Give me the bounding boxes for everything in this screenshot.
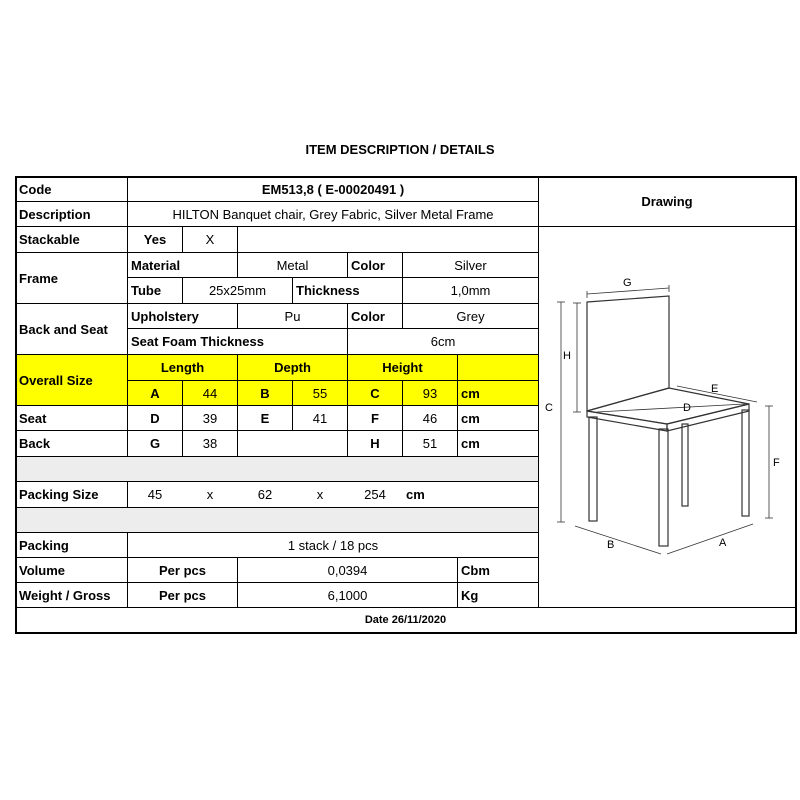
volume-label: Volume	[19, 562, 65, 578]
stackable-label: Stackable	[19, 232, 80, 247]
stackable-mark: X	[205, 232, 215, 247]
seat-unit: cm	[461, 410, 480, 426]
frame-color-value: Silver	[454, 257, 487, 273]
packing-size-v3: 254	[364, 487, 386, 502]
dim-c-value: 93	[422, 385, 438, 401]
overall-unit: cm	[461, 385, 480, 401]
packing-size-unit: cm	[406, 487, 425, 502]
back-label: Back	[19, 436, 51, 451]
dim-g-value: 38	[202, 436, 218, 451]
dim-label-h: H	[563, 350, 571, 362]
height-header: Height	[382, 360, 423, 375]
dim-e-letter: E	[260, 410, 270, 426]
drawing-label: Drawing	[641, 194, 693, 209]
weight-label: Weight / Gross	[19, 587, 111, 603]
tube-label: Tube	[131, 283, 162, 298]
backrest	[587, 296, 669, 411]
weight-per: Per pcs	[159, 587, 206, 603]
dim-label-a: A	[719, 537, 727, 549]
dim-label-f: F	[773, 457, 780, 469]
upholstery-value: Pu	[284, 308, 301, 324]
foam-label: Seat Foam Thickness	[131, 334, 264, 349]
weight-value: 6,1000	[327, 587, 368, 603]
foam-value: 6cm	[430, 334, 456, 349]
depth-header: Depth	[274, 360, 311, 375]
dim-label-e: E	[711, 383, 719, 395]
thickness-label: Thickness	[296, 283, 360, 298]
dim-f-value: 46	[422, 410, 438, 426]
code-label: Code	[19, 181, 52, 197]
dim-h-value: 51	[422, 436, 438, 451]
dim-a-letter: A	[150, 385, 160, 401]
upholstery-label: Upholstery	[131, 308, 199, 324]
description-value: HILTON Banquet chair, Grey Fabric, Silver Metal Frame	[172, 206, 494, 222]
dim-d-letter: D	[150, 410, 160, 426]
seat-front-edge	[587, 411, 667, 431]
thickness-value: 1,0mm	[450, 283, 491, 298]
packing-size-label: Packing Size	[19, 487, 99, 502]
upholstery-color-value: Grey	[456, 308, 485, 324]
dim-label-g: G	[623, 277, 632, 289]
dim-a-value: 44	[202, 385, 218, 401]
dim-b-letter: B	[260, 385, 270, 401]
leg-back-left	[682, 424, 688, 506]
upholstery-color-label: Color	[351, 308, 385, 324]
volume-per: Per pcs	[159, 562, 206, 578]
weight-unit: Kg	[461, 587, 479, 603]
tube-value: 25x25mm	[208, 283, 267, 298]
packing-size-x2: x	[316, 487, 324, 502]
material-value: Metal	[276, 257, 309, 273]
dim-label-b: B	[607, 539, 615, 551]
packing-label: Packing	[19, 537, 69, 553]
spacer-band-2	[16, 507, 538, 532]
dim-d-value: 39	[202, 410, 218, 426]
frame-label: Frame	[19, 270, 59, 286]
back-and-seat-label: Back and Seat	[19, 321, 108, 337]
overall-size-label: Overall Size	[19, 372, 93, 388]
stackable-yes: Yes	[143, 232, 167, 247]
packing-size-x1: x	[206, 487, 214, 502]
packing-size-v2: 62	[257, 487, 273, 502]
dim-h-letter: H	[370, 436, 380, 451]
frame-color-label: Color	[351, 257, 385, 273]
dim-f-letter: F	[371, 410, 379, 426]
dim-g-letter: G	[149, 436, 161, 451]
seat-top	[587, 388, 749, 424]
leg-front-left	[589, 417, 597, 521]
seat-label: Seat	[19, 410, 47, 426]
packing-size-v1: 45	[147, 487, 163, 502]
dim-label-c: C	[545, 402, 553, 414]
description-label: Description	[19, 206, 91, 222]
chair-drawing	[539, 226, 797, 607]
back-unit: cm	[461, 436, 480, 451]
volume-value: 0,0394	[327, 562, 368, 578]
spacer-band-1	[16, 456, 538, 481]
dim-b-value: 55	[312, 385, 328, 401]
material-label: Material	[131, 257, 181, 273]
volume-unit: Cbm	[461, 562, 490, 578]
code-value: EM513,8 ( E-00020491 )	[261, 181, 405, 197]
dim-label-d: D	[683, 402, 691, 414]
dim-c-letter: C	[370, 385, 380, 401]
length-header: Length	[160, 360, 205, 375]
leg-front-right	[659, 429, 668, 546]
dim-e-value: 41	[312, 410, 328, 426]
packing-value: 1 stack / 18 pcs	[287, 537, 379, 553]
leg-back-right	[742, 410, 749, 516]
date: Date 26/11/2020	[364, 614, 447, 626]
seat-side-edge	[667, 404, 749, 431]
document-title: ITEM DESCRIPTION / DETAILS	[305, 142, 495, 157]
